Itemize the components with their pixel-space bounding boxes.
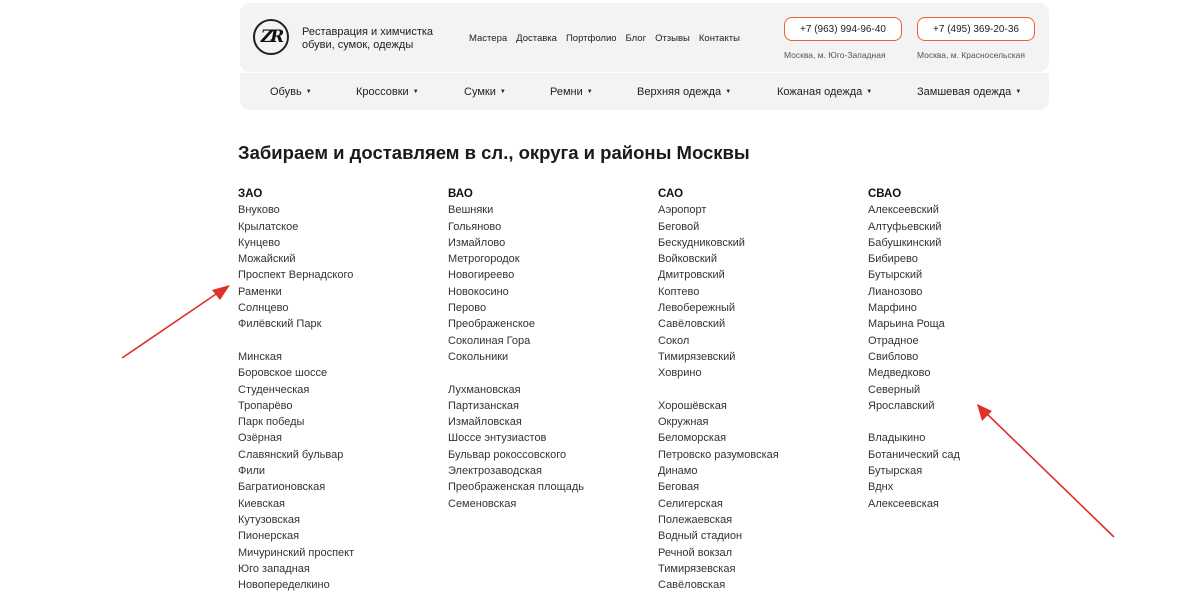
district-list [238,202,438,593]
district-item: Славянский бульвар [238,448,344,461]
nav-link-contacts[interactable]: Контакты [698,33,740,44]
district-item: Киевская [238,497,286,510]
district-item: Кутузовская [238,513,300,526]
annotation-arrowhead-left [212,285,230,300]
district-item: Владыкино [868,432,926,445]
district-item: Проспект Вернадского [238,269,354,282]
district-item: Дмитровский [658,269,725,282]
district-item: Шоссе энтузиастов [448,432,547,445]
district-item: Тропарёво [238,399,293,412]
district-item: Багратионовская [238,481,326,494]
district-item: Алексеевский [868,204,939,217]
district-column [658,186,858,593]
district-item: Петровско разумовская [658,448,779,461]
district-item: Левобережный [658,302,736,315]
district-item: Партизанская [448,399,519,412]
chevron-down-icon: ▼ [586,88,593,95]
district-item: Сокольники [448,350,509,363]
annotation-arrow-left [122,290,222,358]
address-1: Москва, м. Юго-Западная [784,50,886,60]
district-item: Новопеределкино [238,579,330,592]
district-item: Речной вокзал [658,546,733,559]
category-label: Сумки [464,85,496,98]
district-list [868,202,1068,512]
brand-tagline [302,26,433,52]
district-item: Отрадное [868,334,919,347]
phone-button-2[interactable]: +7 (495) 369-20-36 [917,17,1035,41]
district-item: Озёрная [238,432,282,445]
district-item: Электрозаводская [448,465,542,478]
district-item: Бибирево [868,253,918,266]
category-label: Кожаная одежда [777,85,863,98]
category-label: Обувь [270,85,302,98]
district-item: Студенческая [238,383,310,396]
district-item: Марфино [868,302,917,315]
district-item: Селигерская [658,497,723,510]
district-item: Вешняки [448,204,494,217]
district-item: Савёловский [658,318,726,331]
district-item: Лухмановская [448,383,521,396]
chevron-down-icon: ▼ [499,88,506,95]
district-item: Вднх [868,481,894,494]
district-item: Гольяново [448,220,502,233]
district-item: Метрогородок [448,253,520,266]
brand-line-2: обуви, сумок, одежды [302,39,414,51]
site-header [240,3,1049,72]
category-belts[interactable] [550,73,593,110]
district-item: Войковский [658,253,717,266]
district-item: Аэропорт [658,204,707,217]
district-item: Можайский [238,253,296,266]
district-item: Беговой [658,220,700,233]
district-item: Раменки [238,285,282,298]
district-item: Алексеевская [868,497,939,510]
chevron-down-icon: ▼ [305,88,312,95]
district-item: Свиблово [868,350,919,363]
chevron-down-icon: ▼ [866,88,873,95]
district-title: ВАО [448,188,473,200]
district-item: Хорошёвская [658,399,727,412]
chevron-down-icon: ▼ [412,88,419,95]
district-item: Солнцево [238,302,289,315]
district-column [448,186,648,512]
district-item: Новогиреево [448,269,515,282]
list-spacer [448,365,648,381]
district-column [868,186,1068,512]
brand-line-1: Реставрация и химчистка [302,26,434,38]
district-item: Бульвар рокоссовского [448,448,567,461]
category-label: Кроссовки [356,85,409,98]
list-spacer [868,414,1068,430]
phone-button-1[interactable]: +7 (963) 994-96-40 [784,17,902,41]
district-item: Соколиная Гора [448,334,531,347]
list-spacer [238,333,438,349]
district-item: Ярославский [868,399,935,412]
district-item: Медведково [868,367,931,380]
page-heading: Забираем и доставляем в сл., округа и районы Москвы [238,142,750,163]
district-item: Измайлово [448,236,506,249]
district-list [658,202,858,593]
district-column [238,186,438,593]
category-bags[interactable] [464,73,506,110]
district-item: Тимирязевская [658,562,736,575]
district-title: ЗАО [238,188,263,200]
category-outerwear[interactable] [637,73,731,110]
chevron-down-icon: ▼ [725,88,732,95]
district-title: САО [658,188,684,200]
nav-link-masters[interactable]: Мастера [469,33,508,44]
category-label: Замшевая одежда [917,85,1012,98]
district-item: Алтуфьевский [868,220,942,233]
district-item: Мичуринский проспект [238,546,355,559]
category-label: Ремни [550,85,583,98]
district-item: Сокол [658,334,690,347]
district-item: Бутырская [868,465,923,478]
district-item: Внуково [238,204,280,217]
district-item: Коптево [658,285,700,298]
nav-link-blog[interactable]: Блог [625,33,647,44]
district-title: СВАО [868,188,902,200]
district-item: Измайловская [448,416,522,429]
district-item: Новокосино [448,285,509,298]
district-item: Беломорская [658,432,727,445]
district-item: Динамо [658,465,698,478]
category-label: Верхняя одежда [637,85,722,98]
district-item: Беговая [658,481,700,494]
district-item: Северный [868,383,921,396]
nav-link-delivery[interactable]: Доставка [516,33,557,44]
logo-icon[interactable]: ZR [253,19,289,55]
district-item: Водный стадион [658,530,743,543]
address-2: Москва, м. Красносельская [917,50,1025,60]
district-item: Лианозово [868,285,923,298]
district-item: Филёвский Парк [238,318,322,331]
district-item: Фили [238,465,266,478]
district-item: Юго западная [238,562,310,575]
district-item: Перово [448,302,487,315]
top-nav [469,33,740,44]
category-sneakers[interactable] [356,73,419,110]
district-item: Крылатское [238,220,299,233]
district-item: Ховрино [658,367,702,380]
district-item: Бабушкинский [868,236,942,249]
district-item: Ботанический сад [868,448,960,461]
district-item: Пионерская [238,530,300,543]
district-item: Бутырский [868,269,923,282]
district-item: Семеновская [448,497,517,510]
district-item: Преображенское [448,318,536,331]
district-item: Бескудниковский [658,236,745,249]
list-spacer [658,382,858,398]
district-item: Савёловская [658,579,726,592]
district-item: Марьина Роща [868,318,945,331]
category-nav [240,73,1049,110]
category-leather-clothing[interactable] [777,73,872,110]
chevron-down-icon: ▼ [1015,88,1022,95]
nav-link-portfolio[interactable]: Портфолио [565,33,617,44]
district-item: Минская [238,350,283,363]
district-item: Окружная [658,416,709,429]
category-suede-clothing[interactable] [917,73,1021,110]
nav-link-reviews[interactable]: Отзывы [655,33,690,44]
district-item: Парк победы [238,416,305,429]
category-shoes[interactable] [270,73,312,110]
district-item: Полежаевская [658,513,733,526]
district-item: Кунцево [238,236,281,249]
district-item: Боровское шоссе [238,367,328,380]
district-item: Тимирязевский [658,350,736,363]
district-item: Преображенская площадь [448,481,584,494]
district-list [448,202,648,512]
